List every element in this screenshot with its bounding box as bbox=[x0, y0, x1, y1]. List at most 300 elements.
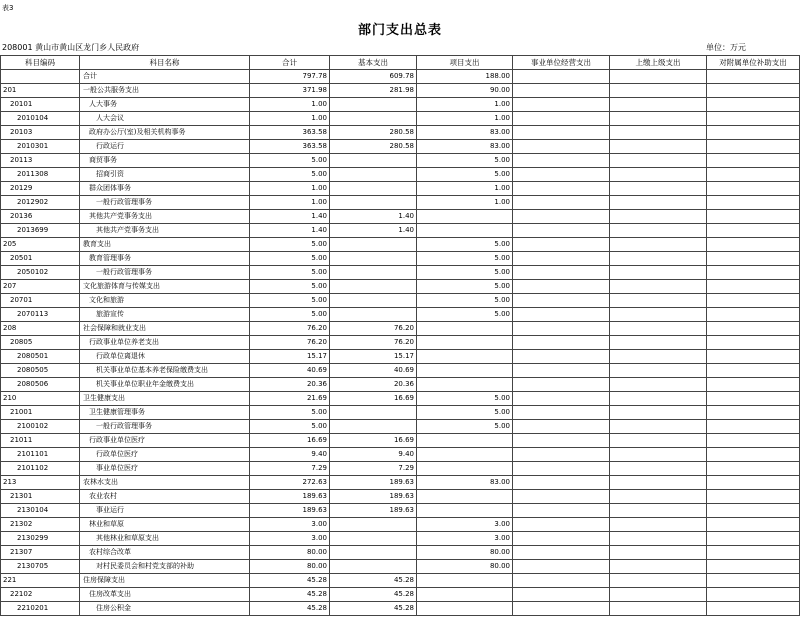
table-row bbox=[1, 574, 800, 588]
project-expenditure-cell: 5.00 bbox=[417, 308, 513, 322]
basic-expenditure-cell bbox=[330, 518, 417, 532]
project-expenditure-cell bbox=[417, 462, 513, 476]
table-row bbox=[1, 196, 800, 210]
table-row bbox=[1, 406, 800, 420]
business-operation-cell bbox=[513, 70, 610, 84]
subject-code-cell: 21001 bbox=[1, 406, 80, 420]
total-cell: 1.40 bbox=[250, 210, 330, 224]
column-header: 项目支出 bbox=[417, 56, 513, 70]
subject-name-cell: 农林水支出 bbox=[80, 476, 250, 490]
table-row bbox=[1, 294, 800, 308]
table-row bbox=[1, 336, 800, 350]
subject-name-cell: 卫生健康管理事务 bbox=[80, 406, 250, 420]
subject-code-cell: 2010301 bbox=[1, 140, 80, 154]
table-row bbox=[1, 378, 800, 392]
business-operation-cell bbox=[513, 294, 610, 308]
table-row bbox=[1, 252, 800, 266]
subsidiary-subsidy-cell bbox=[707, 518, 800, 532]
remit-to-superior-cell bbox=[610, 70, 707, 84]
total-cell: 797.78 bbox=[250, 70, 330, 84]
remit-to-superior-cell bbox=[610, 420, 707, 434]
project-expenditure-cell: 5.00 bbox=[417, 266, 513, 280]
project-expenditure-cell: 5.00 bbox=[417, 154, 513, 168]
business-operation-cell bbox=[513, 406, 610, 420]
basic-expenditure-cell bbox=[330, 112, 417, 126]
subject-name-cell: 政府办公厅(室)及相关机构事务 bbox=[80, 126, 250, 140]
subject-name-cell: 旅游宣传 bbox=[80, 308, 250, 322]
remit-to-superior-cell bbox=[610, 98, 707, 112]
remit-to-superior-cell bbox=[610, 476, 707, 490]
subsidiary-subsidy-cell bbox=[707, 154, 800, 168]
total-cell: 363.58 bbox=[250, 126, 330, 140]
subject-name-cell: 教育支出 bbox=[80, 238, 250, 252]
table-row bbox=[1, 126, 800, 140]
remit-to-superior-cell bbox=[610, 140, 707, 154]
subsidiary-subsidy-cell bbox=[707, 532, 800, 546]
total-cell: 45.28 bbox=[250, 588, 330, 602]
project-expenditure-cell: 1.00 bbox=[417, 112, 513, 126]
project-expenditure-cell bbox=[417, 224, 513, 238]
remit-to-superior-cell bbox=[610, 182, 707, 196]
business-operation-cell bbox=[513, 336, 610, 350]
subject-name-cell: 群众团体事务 bbox=[80, 182, 250, 196]
subsidiary-subsidy-cell bbox=[707, 574, 800, 588]
subject-name-cell: 人大会议 bbox=[80, 112, 250, 126]
remit-to-superior-cell bbox=[610, 588, 707, 602]
table-row bbox=[1, 560, 800, 574]
subject-code-cell: 2130705 bbox=[1, 560, 80, 574]
subject-name-cell: 住房改革支出 bbox=[80, 588, 250, 602]
table-row bbox=[1, 238, 800, 252]
basic-expenditure-cell: 76.20 bbox=[330, 322, 417, 336]
subsidiary-subsidy-cell bbox=[707, 392, 800, 406]
subject-name-cell: 行政运行 bbox=[80, 140, 250, 154]
business-operation-cell bbox=[513, 532, 610, 546]
table-row bbox=[1, 112, 800, 126]
total-cell: 363.58 bbox=[250, 140, 330, 154]
subject-name-cell: 行政单位离退休 bbox=[80, 350, 250, 364]
subsidiary-subsidy-cell bbox=[707, 294, 800, 308]
total-cell: 5.00 bbox=[250, 266, 330, 280]
business-operation-cell bbox=[513, 154, 610, 168]
business-operation-cell bbox=[513, 322, 610, 336]
remit-to-superior-cell bbox=[610, 210, 707, 224]
subject-name-cell: 农业农村 bbox=[80, 490, 250, 504]
subject-code-cell: 2012902 bbox=[1, 196, 80, 210]
total-cell: 40.69 bbox=[250, 364, 330, 378]
total-cell: 5.00 bbox=[250, 420, 330, 434]
subsidiary-subsidy-cell bbox=[707, 168, 800, 182]
total-cell: 1.00 bbox=[250, 182, 330, 196]
remit-to-superior-cell bbox=[610, 392, 707, 406]
subject-name-cell: 行政事业单位医疗 bbox=[80, 434, 250, 448]
subject-code-cell: 20103 bbox=[1, 126, 80, 140]
subject-code-cell: 2080506 bbox=[1, 378, 80, 392]
business-operation-cell bbox=[513, 98, 610, 112]
business-operation-cell bbox=[513, 238, 610, 252]
subsidiary-subsidy-cell bbox=[707, 420, 800, 434]
project-expenditure-cell: 3.00 bbox=[417, 518, 513, 532]
basic-expenditure-cell: 609.78 bbox=[330, 70, 417, 84]
total-cell: 5.00 bbox=[250, 308, 330, 322]
total-cell: 7.29 bbox=[250, 462, 330, 476]
project-expenditure-cell: 5.00 bbox=[417, 406, 513, 420]
subject-code-cell: 2011308 bbox=[1, 168, 80, 182]
table-row bbox=[1, 168, 800, 182]
project-expenditure-cell bbox=[417, 504, 513, 518]
table-row bbox=[1, 490, 800, 504]
subject-name-cell: 一般公共服务支出 bbox=[80, 84, 250, 98]
subsidiary-subsidy-cell bbox=[707, 448, 800, 462]
remit-to-superior-cell bbox=[610, 266, 707, 280]
table-row bbox=[1, 504, 800, 518]
basic-expenditure-cell: 16.69 bbox=[330, 434, 417, 448]
project-expenditure-cell: 83.00 bbox=[417, 476, 513, 490]
remit-to-superior-cell bbox=[610, 462, 707, 476]
business-operation-cell bbox=[513, 588, 610, 602]
business-operation-cell bbox=[513, 252, 610, 266]
table-row bbox=[1, 392, 800, 406]
business-operation-cell bbox=[513, 518, 610, 532]
subject-code-cell: 2101102 bbox=[1, 462, 80, 476]
subject-name-cell: 社会保障和就业支出 bbox=[80, 322, 250, 336]
total-cell: 5.00 bbox=[250, 280, 330, 294]
business-operation-cell bbox=[513, 490, 610, 504]
business-operation-cell bbox=[513, 434, 610, 448]
project-expenditure-cell: 80.00 bbox=[417, 560, 513, 574]
remit-to-superior-cell bbox=[610, 238, 707, 252]
basic-expenditure-cell: 280.58 bbox=[330, 126, 417, 140]
subsidiary-subsidy-cell bbox=[707, 126, 800, 140]
business-operation-cell bbox=[513, 602, 610, 616]
remit-to-superior-cell bbox=[610, 560, 707, 574]
project-expenditure-cell bbox=[417, 588, 513, 602]
subject-code-cell: 22102 bbox=[1, 588, 80, 602]
subject-name-cell: 合计 bbox=[80, 70, 250, 84]
table-row bbox=[1, 518, 800, 532]
subject-name-cell: 机关事业单位职业年金缴费支出 bbox=[80, 378, 250, 392]
remit-to-superior-cell bbox=[610, 504, 707, 518]
subject-code-cell: 2080505 bbox=[1, 364, 80, 378]
basic-expenditure-cell: 1.40 bbox=[330, 224, 417, 238]
total-cell: 9.40 bbox=[250, 448, 330, 462]
basic-expenditure-cell: 45.28 bbox=[330, 574, 417, 588]
subsidiary-subsidy-cell bbox=[707, 364, 800, 378]
total-cell: 1.00 bbox=[250, 98, 330, 112]
business-operation-cell bbox=[513, 546, 610, 560]
subject-code-cell: 2210201 bbox=[1, 602, 80, 616]
project-expenditure-cell bbox=[417, 336, 513, 350]
subject-code-cell: 20101 bbox=[1, 98, 80, 112]
basic-expenditure-cell: 45.28 bbox=[330, 602, 417, 616]
subsidiary-subsidy-cell bbox=[707, 112, 800, 126]
subject-code-cell: 20136 bbox=[1, 210, 80, 224]
subsidiary-subsidy-cell bbox=[707, 350, 800, 364]
column-header: 科目编码 bbox=[1, 56, 80, 70]
subsidiary-subsidy-cell bbox=[707, 308, 800, 322]
basic-expenditure-cell: 1.40 bbox=[330, 210, 417, 224]
subject-code-cell: 207 bbox=[1, 280, 80, 294]
subsidiary-subsidy-cell bbox=[707, 266, 800, 280]
basic-expenditure-cell bbox=[330, 532, 417, 546]
subject-name-cell: 住房公积金 bbox=[80, 602, 250, 616]
total-cell: 45.28 bbox=[250, 574, 330, 588]
basic-expenditure-cell bbox=[330, 196, 417, 210]
project-expenditure-cell bbox=[417, 574, 513, 588]
table-row bbox=[1, 154, 800, 168]
basic-expenditure-cell bbox=[330, 168, 417, 182]
subject-name-cell: 一般行政管理事务 bbox=[80, 196, 250, 210]
subsidiary-subsidy-cell bbox=[707, 504, 800, 518]
subject-code-cell: 21301 bbox=[1, 490, 80, 504]
table-header-row bbox=[1, 56, 800, 70]
column-header: 合计 bbox=[250, 56, 330, 70]
total-cell: 3.00 bbox=[250, 532, 330, 546]
subsidiary-subsidy-cell bbox=[707, 280, 800, 294]
table-row bbox=[1, 210, 800, 224]
project-expenditure-cell: 1.00 bbox=[417, 98, 513, 112]
basic-expenditure-cell: 40.69 bbox=[330, 364, 417, 378]
total-cell: 1.00 bbox=[250, 196, 330, 210]
basic-expenditure-cell bbox=[330, 98, 417, 112]
basic-expenditure-cell: 189.63 bbox=[330, 476, 417, 490]
unit-label: 单位：万元 bbox=[706, 43, 746, 52]
project-expenditure-cell: 5.00 bbox=[417, 280, 513, 294]
total-cell: 5.00 bbox=[250, 252, 330, 266]
basic-expenditure-cell: 7.29 bbox=[330, 462, 417, 476]
business-operation-cell bbox=[513, 210, 610, 224]
total-cell: 21.69 bbox=[250, 392, 330, 406]
basic-expenditure-cell: 189.63 bbox=[330, 490, 417, 504]
subject-code-cell: 20501 bbox=[1, 252, 80, 266]
subsidiary-subsidy-cell bbox=[707, 378, 800, 392]
business-operation-cell bbox=[513, 560, 610, 574]
subsidiary-subsidy-cell bbox=[707, 98, 800, 112]
table-row bbox=[1, 434, 800, 448]
table-row bbox=[1, 462, 800, 476]
project-expenditure-cell bbox=[417, 364, 513, 378]
subsidiary-subsidy-cell bbox=[707, 602, 800, 616]
table-row bbox=[1, 322, 800, 336]
basic-expenditure-cell bbox=[330, 154, 417, 168]
subject-code-cell: 205 bbox=[1, 238, 80, 252]
project-expenditure-cell: 83.00 bbox=[417, 140, 513, 154]
basic-expenditure-cell: 16.69 bbox=[330, 392, 417, 406]
subject-name-cell: 林业和草原 bbox=[80, 518, 250, 532]
project-expenditure-cell bbox=[417, 434, 513, 448]
table-row bbox=[1, 280, 800, 294]
project-expenditure-cell bbox=[417, 378, 513, 392]
table-row bbox=[1, 364, 800, 378]
basic-expenditure-cell: 15.17 bbox=[330, 350, 417, 364]
subject-code-cell: 208 bbox=[1, 322, 80, 336]
subsidiary-subsidy-cell bbox=[707, 210, 800, 224]
subject-name-cell: 其他林业和草原支出 bbox=[80, 532, 250, 546]
table-row bbox=[1, 266, 800, 280]
table-row bbox=[1, 546, 800, 560]
total-cell: 76.20 bbox=[250, 322, 330, 336]
subject-code-cell: 2070113 bbox=[1, 308, 80, 322]
business-operation-cell bbox=[513, 168, 610, 182]
subject-code-cell: 20701 bbox=[1, 294, 80, 308]
subject-code-cell: 2013699 bbox=[1, 224, 80, 238]
project-expenditure-cell: 83.00 bbox=[417, 126, 513, 140]
business-operation-cell bbox=[513, 350, 610, 364]
subject-code-cell: 20113 bbox=[1, 154, 80, 168]
total-cell: 5.00 bbox=[250, 168, 330, 182]
subsidiary-subsidy-cell bbox=[707, 224, 800, 238]
project-expenditure-cell: 5.00 bbox=[417, 420, 513, 434]
subject-code-cell: 21307 bbox=[1, 546, 80, 560]
total-cell: 189.63 bbox=[250, 504, 330, 518]
subsidiary-subsidy-cell bbox=[707, 84, 800, 98]
table-row bbox=[1, 308, 800, 322]
remit-to-superior-cell bbox=[610, 252, 707, 266]
subject-name-cell: 教育管理事务 bbox=[80, 252, 250, 266]
remit-to-superior-cell bbox=[610, 336, 707, 350]
subject-name-cell: 一般行政管理事务 bbox=[80, 420, 250, 434]
remit-to-superior-cell bbox=[610, 280, 707, 294]
basic-expenditure-cell bbox=[330, 546, 417, 560]
business-operation-cell bbox=[513, 392, 610, 406]
remit-to-superior-cell bbox=[610, 448, 707, 462]
basic-expenditure-cell bbox=[330, 420, 417, 434]
table-row bbox=[1, 350, 800, 364]
table-row bbox=[1, 602, 800, 616]
business-operation-cell bbox=[513, 280, 610, 294]
remit-to-superior-cell bbox=[610, 490, 707, 504]
column-header: 对附属单位补助支出 bbox=[707, 56, 800, 70]
project-expenditure-cell: 90.00 bbox=[417, 84, 513, 98]
subject-code-cell: 21302 bbox=[1, 518, 80, 532]
basic-expenditure-cell: 281.98 bbox=[330, 84, 417, 98]
table-row bbox=[1, 182, 800, 196]
basic-expenditure-cell: 280.58 bbox=[330, 140, 417, 154]
subject-name-cell: 行政事业单位养老支出 bbox=[80, 336, 250, 350]
remit-to-superior-cell bbox=[610, 294, 707, 308]
column-header: 基本支出 bbox=[330, 56, 417, 70]
business-operation-cell bbox=[513, 378, 610, 392]
business-operation-cell bbox=[513, 84, 610, 98]
total-cell: 1.40 bbox=[250, 224, 330, 238]
remit-to-superior-cell bbox=[610, 196, 707, 210]
remit-to-superior-cell bbox=[610, 574, 707, 588]
project-expenditure-cell bbox=[417, 350, 513, 364]
basic-expenditure-cell: 9.40 bbox=[330, 448, 417, 462]
subject-name-cell: 文化旅游体育与传媒支出 bbox=[80, 280, 250, 294]
subject-code-cell: 2130299 bbox=[1, 532, 80, 546]
subject-code-cell: 20805 bbox=[1, 336, 80, 350]
subsidiary-subsidy-cell bbox=[707, 476, 800, 490]
remit-to-superior-cell bbox=[610, 532, 707, 546]
total-cell: 15.17 bbox=[250, 350, 330, 364]
subject-name-cell: 其他共产党事务支出 bbox=[80, 224, 250, 238]
basic-expenditure-cell bbox=[330, 560, 417, 574]
project-expenditure-cell bbox=[417, 448, 513, 462]
subject-name-cell: 行政单位医疗 bbox=[80, 448, 250, 462]
basic-expenditure-cell: 20.36 bbox=[330, 378, 417, 392]
organization-label: 208001 黄山市黄山区龙门乡人民政府 bbox=[2, 43, 140, 52]
table-row bbox=[1, 476, 800, 490]
total-cell: 3.00 bbox=[250, 518, 330, 532]
basic-expenditure-cell: 45.28 bbox=[330, 588, 417, 602]
subsidiary-subsidy-cell bbox=[707, 434, 800, 448]
subsidiary-subsidy-cell bbox=[707, 336, 800, 350]
table-row bbox=[1, 532, 800, 546]
subject-code-cell: 2050102 bbox=[1, 266, 80, 280]
subsidiary-subsidy-cell bbox=[707, 140, 800, 154]
subject-code-cell: 201 bbox=[1, 84, 80, 98]
remit-to-superior-cell bbox=[610, 322, 707, 336]
remit-to-superior-cell bbox=[610, 350, 707, 364]
total-cell: 371.98 bbox=[250, 84, 330, 98]
basic-expenditure-cell bbox=[330, 280, 417, 294]
subject-name-cell: 事业运行 bbox=[80, 504, 250, 518]
total-cell: 20.36 bbox=[250, 378, 330, 392]
table-row bbox=[1, 224, 800, 238]
business-operation-cell bbox=[513, 196, 610, 210]
basic-expenditure-cell bbox=[330, 266, 417, 280]
subject-code-cell: 2100102 bbox=[1, 420, 80, 434]
subject-code-cell: 20129 bbox=[1, 182, 80, 196]
total-cell: 5.00 bbox=[250, 238, 330, 252]
subject-name-cell: 事业单位医疗 bbox=[80, 462, 250, 476]
project-expenditure-cell: 80.00 bbox=[417, 546, 513, 560]
subsidiary-subsidy-cell bbox=[707, 560, 800, 574]
basic-expenditure-cell bbox=[330, 238, 417, 252]
basic-expenditure-cell bbox=[330, 182, 417, 196]
total-cell: 5.00 bbox=[250, 154, 330, 168]
subsidiary-subsidy-cell bbox=[707, 252, 800, 266]
subject-name-cell: 人大事务 bbox=[80, 98, 250, 112]
remit-to-superior-cell bbox=[610, 84, 707, 98]
business-operation-cell bbox=[513, 364, 610, 378]
basic-expenditure-cell bbox=[330, 406, 417, 420]
business-operation-cell bbox=[513, 224, 610, 238]
remit-to-superior-cell bbox=[610, 364, 707, 378]
table-number-label: 表3 bbox=[2, 4, 14, 12]
remit-to-superior-cell bbox=[610, 434, 707, 448]
business-operation-cell bbox=[513, 574, 610, 588]
total-cell: 80.00 bbox=[250, 560, 330, 574]
total-cell: 189.63 bbox=[250, 490, 330, 504]
total-cell: 5.00 bbox=[250, 294, 330, 308]
total-cell: 45.28 bbox=[250, 602, 330, 616]
subject-name-cell: 卫生健康支出 bbox=[80, 392, 250, 406]
subject-code-cell: 213 bbox=[1, 476, 80, 490]
table-row bbox=[1, 70, 800, 84]
remit-to-superior-cell bbox=[610, 224, 707, 238]
subject-name-cell: 文化和旅游 bbox=[80, 294, 250, 308]
subject-name-cell: 农村综合改革 bbox=[80, 546, 250, 560]
basic-expenditure-cell bbox=[330, 308, 417, 322]
remit-to-superior-cell bbox=[610, 406, 707, 420]
subsidiary-subsidy-cell bbox=[707, 196, 800, 210]
subsidiary-subsidy-cell bbox=[707, 238, 800, 252]
business-operation-cell bbox=[513, 126, 610, 140]
project-expenditure-cell: 5.00 bbox=[417, 238, 513, 252]
basic-expenditure-cell bbox=[330, 252, 417, 266]
remit-to-superior-cell bbox=[610, 112, 707, 126]
subsidiary-subsidy-cell bbox=[707, 322, 800, 336]
subject-code-cell: 2080501 bbox=[1, 350, 80, 364]
table-row bbox=[1, 448, 800, 462]
project-expenditure-cell: 5.00 bbox=[417, 168, 513, 182]
column-header: 科目名称 bbox=[80, 56, 250, 70]
project-expenditure-cell: 3.00 bbox=[417, 532, 513, 546]
subject-code-cell: 221 bbox=[1, 574, 80, 588]
subject-name-cell: 对村民委员会和村党支部的补助 bbox=[80, 560, 250, 574]
